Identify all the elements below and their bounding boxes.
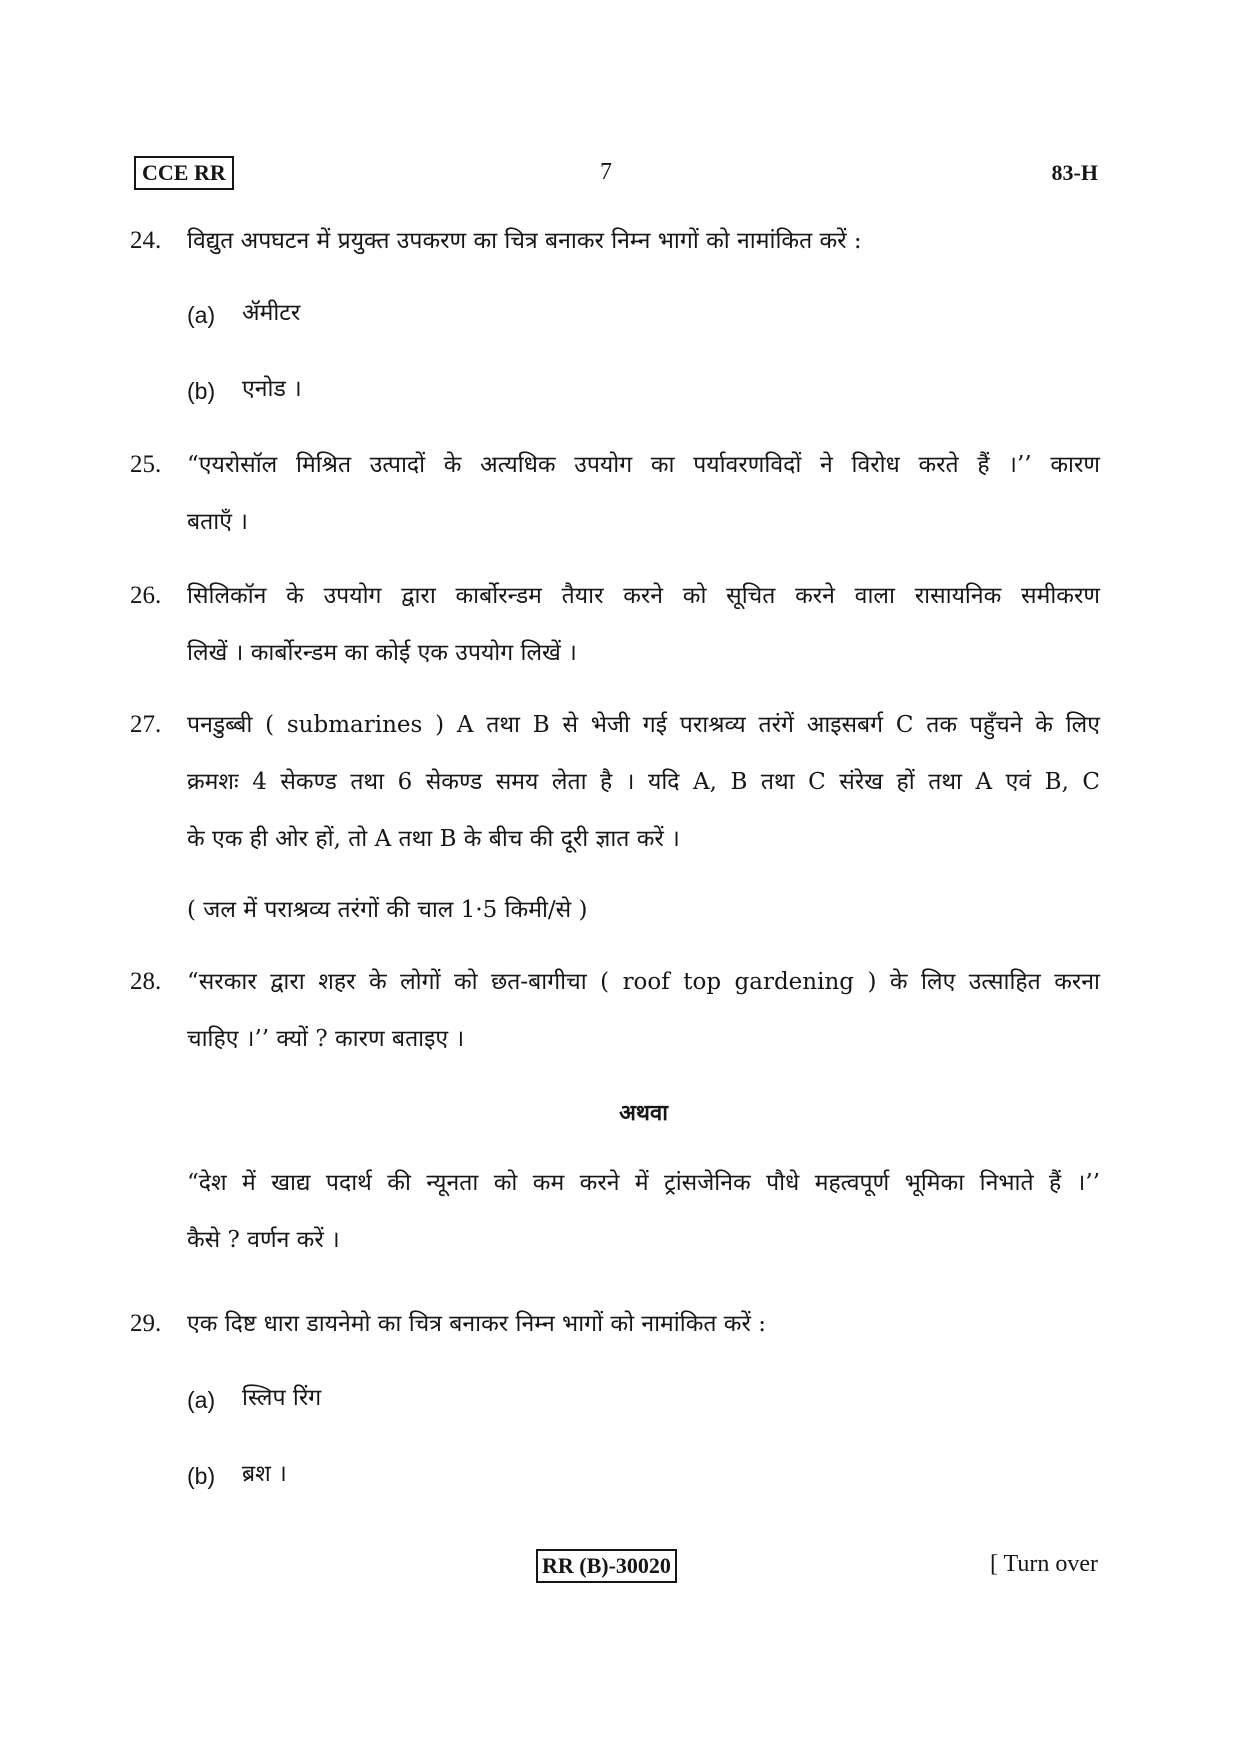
question-29-b-label: (b) <box>187 1463 216 1489</box>
question-29-number: 29. <box>130 1310 162 1337</box>
question-29-a-text: स्लिप रिंग <box>242 1385 322 1411</box>
question-24-a-text: ॲमीटर <box>242 300 301 326</box>
question-28-number: 28. <box>130 968 162 995</box>
question-27-number: 27. <box>130 711 162 738</box>
question-24-b-label: (b) <box>187 378 216 404</box>
question-24-b-text: एनोड । <box>242 376 302 402</box>
booklet-code-box: RR (B)-30020 <box>536 1549 677 1583</box>
question-28-line-2: चाहिए ।’’ क्यों ? कारण बताइए । <box>187 1026 465 1052</box>
question-24-number: 24. <box>130 227 162 254</box>
paper-code: 83-H <box>1051 160 1098 185</box>
question-29-b-text: ब्रश । <box>242 1461 287 1487</box>
exam-series-box: CCE RR <box>134 156 234 190</box>
turn-over-note: [ Turn over <box>989 1551 1098 1577</box>
question-27-line-3: के एक ही ओर हों, तो A तथा B के बीच की दूरी ज्ञात करें । <box>187 826 680 852</box>
question-26-number: 26. <box>130 582 162 609</box>
question-25-number: 25. <box>130 451 162 478</box>
question-28-alt-line-1: “देश में खाद्य पदार्थ की न्यूनता को कम करने में ट्रांसजेनिक पौधे महत्वपूर्ण भूमिका निभाते हैं ।’’ <box>187 1170 1100 1196</box>
question-26-line-2: लिखें । कार्बोरन्डम का कोई एक उपयोग लिखें । <box>187 640 577 666</box>
question-28-alt-line-2: कैसे ? वर्णन करें । <box>187 1227 340 1253</box>
question-24-text: विद्युत अपघटन में प्रयुक्त उपकरण का चित्र बनाकर निम्न भागों को नामांकित करें : <box>187 228 862 254</box>
question-26-line-1: सिलिकॉन के उपयोग द्वारा कार्बोरन्डम तैयार करने को सूचित करने वाला रासायनिक समीकरण <box>187 583 1100 609</box>
question-27-note: ( जल में पराश्रव्य तरंगों की चाल 1·5 किमी/से ) <box>187 897 588 923</box>
question-24-a-label: (a) <box>187 302 216 328</box>
question-25-line-1: “एयरोसॉल मिश्रित उत्पादों के अत्यधिक उपयोग का पर्यावरणविदों ने विरोध करते हैं ।’’ कारण <box>187 452 1100 478</box>
question-28-line-1: “सरकार द्वारा शहर के लोगों को छत-बागीचा ( roof top gardening ) के लिए उत्साहित करना <box>187 969 1100 995</box>
question-25-line-2: बताएँ । <box>187 509 248 535</box>
question-27-line-2: क्रमशः 4 सेकण्ड तथा 6 सेकण्ड समय लेता है । यदि A, B तथा C संरेख हों तथा A एवं B, C <box>187 769 1100 795</box>
question-29-a-label: (a) <box>187 1387 216 1413</box>
page-number: 7 <box>600 159 612 185</box>
or-heading: अथवा <box>619 1100 668 1126</box>
question-27-line-1: पनडुब्बी ( submarines ) A तथा B से भेजी गई पराश्रव्य तरंगें आइसबर्ग C तक पहुँचने के लिए <box>187 712 1100 738</box>
question-29-text: एक दिष्ट धारा डायनेमो का चित्र बनाकर निम्न भागों को नामांकित करें : <box>187 1311 766 1337</box>
